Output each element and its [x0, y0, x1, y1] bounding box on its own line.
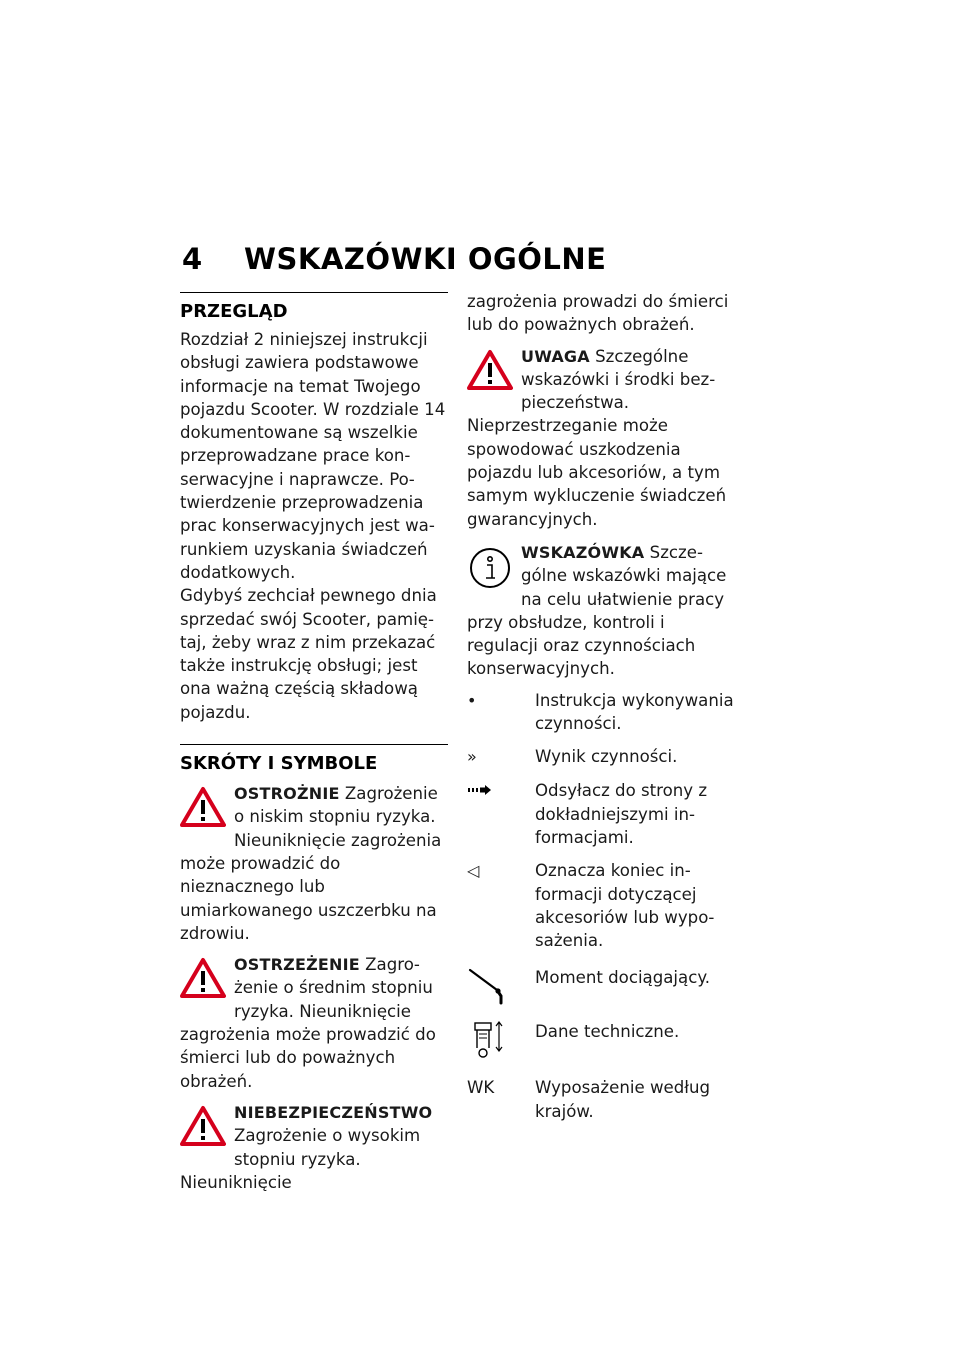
notice-text: Szczególne wskazówki i środki bezpieczeństwa. Nieprzestrzeganie może spowodować uszkodzenia pojazdu lub akcesoriów, a tym samym wykluczenie świadczeń gwarancyjnych. [467, 346, 727, 529]
warning-triangle-icon [180, 1105, 226, 1153]
caution-text: Zagrożenie o niskim stopniu ryzyka. Nieuniknięcie zagrożenia może prowadzić do nieznacznego lub umiarkowanego uszczerbku na zdrowiu. [180, 784, 442, 943]
caution-keyword: OSTROŻNIE [234, 784, 340, 804]
legend-text: Moment dociągający. [535, 968, 711, 988]
legend-text: Odsyłacz do strony z dokładniejszymi informacjami. [535, 781, 708, 847]
technical-data-icon [467, 1020, 535, 1062]
legend-text: Dane techniczne. [535, 1022, 680, 1042]
warning-triangle-icon [180, 786, 226, 834]
legend-row-result [467, 745, 739, 769]
info-icon [467, 545, 513, 593]
danger-text-continued: zagrożenia prowadzi do śmierci lub do poważnych obrażeń. [467, 292, 729, 335]
warning-triangle-icon [467, 349, 513, 397]
legend-text: Wyposażenie według krajów. [535, 1078, 711, 1121]
legend-text: Wynik czynności. [535, 747, 678, 767]
bullet-icon: • [467, 690, 477, 710]
result-icon: » [467, 747, 477, 767]
legend-row-country [467, 1076, 739, 1123]
danger-notice [180, 1101, 448, 1194]
danger-text: Zagrożenie o wysokim stopniu ryzyka. Nieuniknięcie [180, 1126, 421, 1192]
warning-text: Zagrożenie o średnim stopniu ryzyka. Nieuniknięcie zagrożenia może prowadzić do śmierci lub do poważnych obrażeń. [180, 955, 436, 1091]
overview-heading: PRZEGLĄD [180, 301, 288, 322]
tip-keyword: WSKAZÓWKA [521, 542, 645, 562]
end-marker-icon: ◁ [467, 861, 480, 881]
danger-keyword: NIEBEZPIECZEŃSTWO [234, 1102, 433, 1122]
symbols-heading: SKRÓTY I SYMBOLE [180, 753, 378, 775]
tip-text: Szczególne wskazówki mające na celu ułatwienie pracy przy obsłudze, kontroli i regulacji oraz czynnościach konserwacyjnych. [467, 542, 727, 679]
legend-text: Oznacza koniec informacji dotyczącej akcesoriów lub wyposażenia. [535, 861, 715, 951]
arrow-reference-icon [467, 779, 535, 849]
right-column [467, 290, 739, 1123]
caution-notice [180, 782, 448, 945]
overview-paragraph-2: Gdybyś zechciał pewnego dnia sprzedać swój Scooter, pamiętaj, żeby wraz z nim przekazać także instrukcję obsługi; jest ona ważną częścią składową pojazdu. [180, 586, 437, 722]
notice-keyword: UWAGA [521, 346, 590, 366]
legend-row-reference [467, 779, 739, 849]
overview-paragraph-1: Rozdział 2 niniejszej instrukcji obsługi zawiera podstawowe informacje na temat Twojego pojazdu Scooter. W rozdziale 14 dokumentowane są wszelkie przeprowadzane prace konserwacyjne i naprawcze. Potwierdzenie przeprowadzenia prac konserwacyjnych jest warunkiem uzyskania świadczeń dodatkowych. [180, 330, 446, 582]
section-divider [180, 292, 448, 293]
legend-row-bullet [467, 689, 739, 736]
warning-keyword: OSTRZEŻENIE [234, 955, 360, 975]
section-divider [180, 744, 448, 745]
chapter-title [182, 242, 607, 276]
chapter-name: WSKAZÓWKI OGÓLNE [244, 242, 607, 276]
legend-row-end [467, 859, 739, 952]
torque-wrench-icon [467, 966, 535, 1006]
chapter-number: 4 [182, 242, 203, 276]
notice-block [467, 345, 739, 531]
tip-block [467, 541, 739, 681]
warning-triangle-icon [180, 957, 226, 1005]
legend-row-torque [467, 966, 739, 1006]
legend-text: Instrukcja wykonywania czynności. [535, 690, 734, 734]
legend-row-technical [467, 1020, 739, 1062]
warning-notice [180, 953, 448, 1093]
country-equipment-label: WK [467, 1078, 495, 1098]
left-column [180, 292, 448, 1194]
